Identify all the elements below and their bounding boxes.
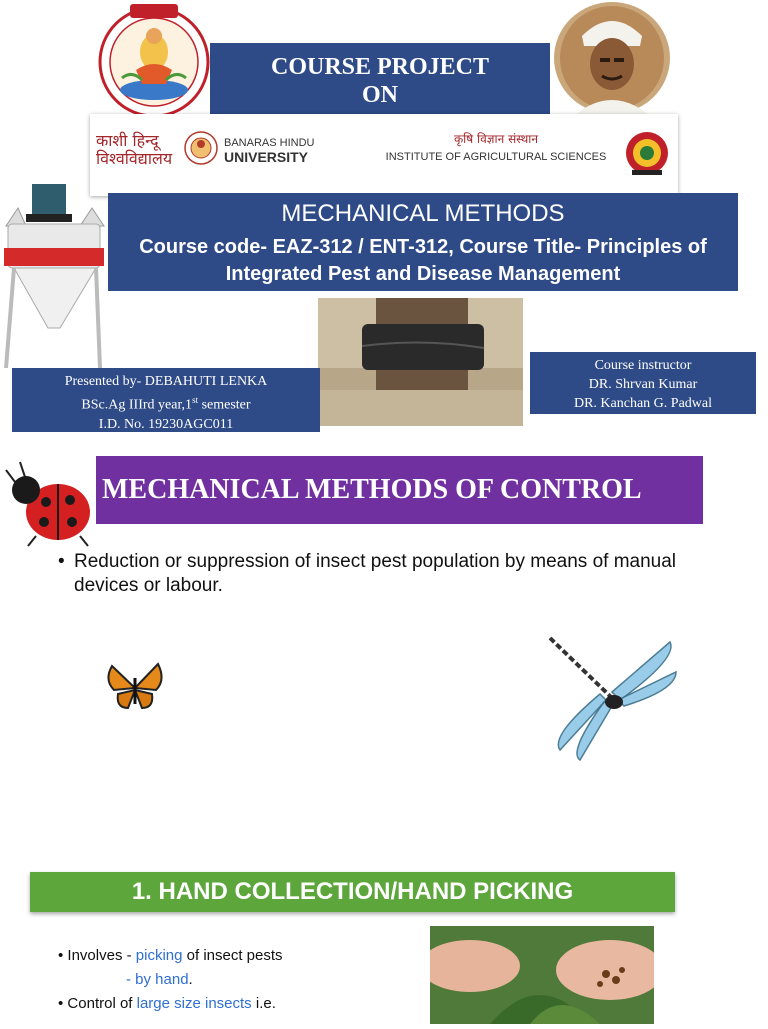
title-box xyxy=(108,193,738,291)
slide-title: MECHANICAL METHODS xyxy=(281,200,565,227)
tree-band-photo xyxy=(318,298,523,426)
ladybug-icon xyxy=(0,456,96,550)
course-project-line2: ON xyxy=(362,82,398,108)
course-project-box xyxy=(210,43,550,115)
section-heading-hand-collection: 1. HAND COLLECTION/HAND PICKING xyxy=(30,872,675,912)
course-subtitle: Course code- EAZ-312 / ENT-312, Course Title- Principles of Integrated Pest and Disease Management xyxy=(139,236,707,285)
bullet-control: • Control of large size insects i.e. xyxy=(58,995,276,1012)
presenter-name: Presented by- DEBAHUTI LENKA xyxy=(64,374,268,389)
portrait-photo xyxy=(552,0,672,116)
section-heading-mechanical-control: MECHANICAL METHODS OF CONTROL xyxy=(96,456,703,524)
hand-collection-bullets xyxy=(58,944,428,1016)
bhu-name-line1: BANARAS HINDU xyxy=(224,137,315,149)
ias-name: INSTITUTE OF AGRICULTURAL SCIENCES xyxy=(385,151,607,163)
bullet-reduction: • Reduction or suppression of insect pest population by means of manual devices or labour. xyxy=(58,551,677,596)
bhu-emblem-icon xyxy=(184,128,218,168)
instructor-name-2: DR. Kanchan G. Padwal xyxy=(573,396,713,411)
presenter-id: I.D. No. 19230AGC011 xyxy=(98,416,234,432)
bhu-name-line2: UNIVERSITY xyxy=(224,149,309,165)
instructor-name-1: DR. Shrvan Kumar xyxy=(588,377,698,392)
logo-strip xyxy=(90,114,678,196)
presenter-box xyxy=(12,368,320,432)
butterfly-icon xyxy=(104,660,166,714)
dragonfly-icon xyxy=(540,632,680,766)
bhu-hindi-name-line2: विश्वविद्यालय xyxy=(96,149,173,168)
bhu-hindi-name-line1: काशी हिन्दू xyxy=(96,131,159,150)
hand-picking-photo xyxy=(430,926,654,1024)
university-seal-icon xyxy=(96,0,212,118)
bullet-involves-sub: - by hand. xyxy=(126,971,193,988)
presenter-year: BSc.Ag IIIrd year,1st semester xyxy=(81,395,251,413)
instructor-box xyxy=(530,352,756,414)
machine-photo xyxy=(0,178,110,374)
ias-hindi-name: कृषि विज्ञान संस्थान xyxy=(453,132,539,146)
course-project-line1: COURSE PROJECT xyxy=(270,54,490,80)
instructor-label: Course instructor xyxy=(594,358,692,373)
ias-emblem-icon xyxy=(624,130,670,176)
bullet-involves: • Involves - picking of insect pests xyxy=(58,947,283,964)
